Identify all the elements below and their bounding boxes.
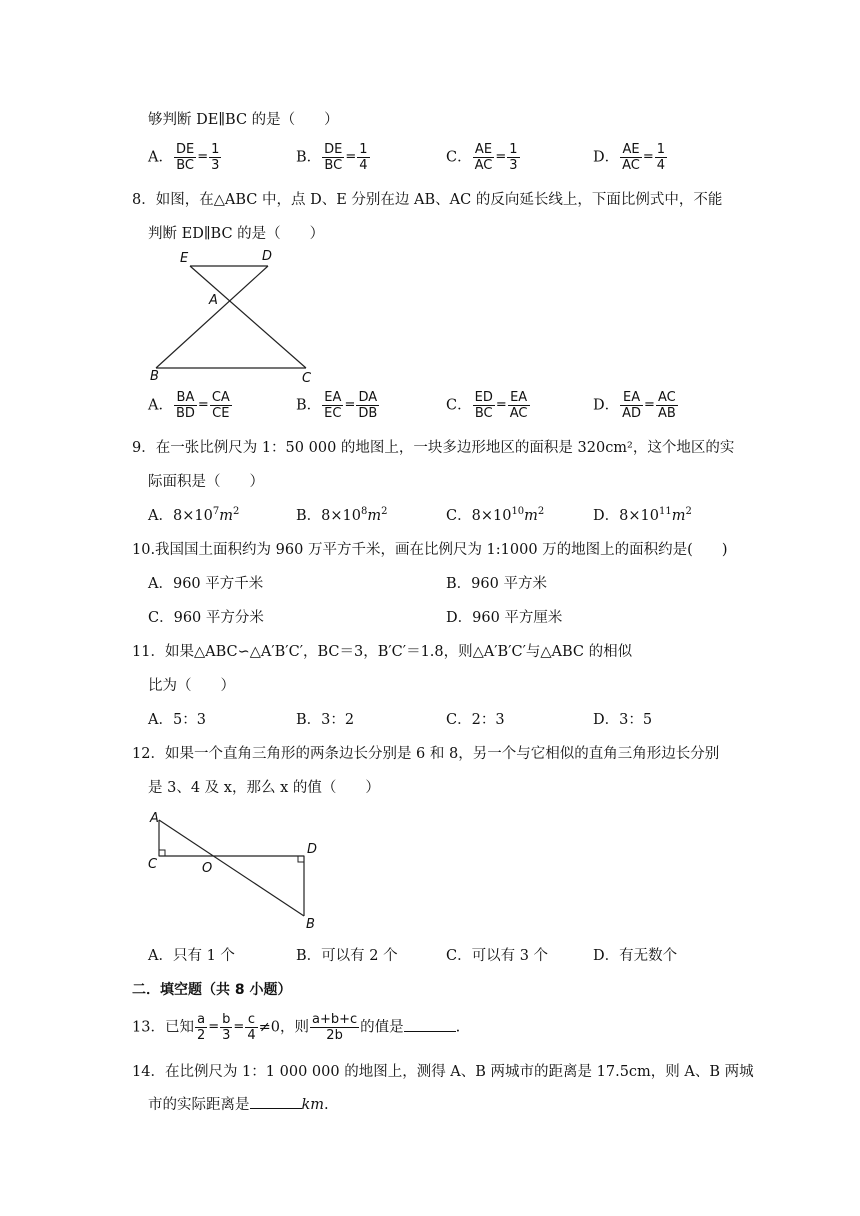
q7-option-c[interactable]: C． $\frac{AE}{AC}$ = $\frac{1}{3}$: [446, 142, 518, 173]
label-b: B: [306, 917, 315, 932]
q12-stem-line-1: 12．如果一个直角三角形的两条边长分别是 6 和 8，另一个与它相似的直角三角形边长分别: [132, 746, 720, 762]
q10-option-b[interactable]: B．960 平方米: [446, 576, 547, 592]
fraction: $\frac{EA}{AC}$: [509, 390, 528, 421]
fraction: $\frac{EA}{AD}$: [622, 390, 642, 421]
fraction: $\frac{a}{2}$: [196, 1012, 206, 1043]
label-b: B: [150, 369, 159, 384]
q13-stem: 13．已知 $\frac{a}{2}$ = $\frac{b}{3}$ = $\frac{c}{4}$ ≠0，则 $\frac{a+b+c}{2b}$ 的值是 .: [132, 1012, 461, 1043]
fraction: $\frac{c}{4}$: [247, 1012, 256, 1043]
right-angle-d-icon: [298, 856, 304, 862]
fraction: $\frac{DE}{BC}$: [175, 142, 195, 173]
q9-stem-line-1: 9．在一张比例尺为 1：50 000 的地图上，一块多边形地区的面积是 320cm²，这个地区的实: [132, 440, 735, 456]
fraction: $\frac{DE}{BC}$: [324, 142, 343, 173]
q12-option-d[interactable]: D．有无数个: [593, 948, 678, 964]
q14-stem-line-1: 14．在比例尺为 1：1 000 000 的地图上，测得 A、B 两城市的距离是 17.5cm，则 A、B 两城: [132, 1064, 754, 1080]
q7-option-a[interactable]: A． $\frac{DE}{BC}$ = $\frac{1}{3}$: [148, 142, 220, 173]
label-c: C: [302, 371, 312, 386]
fraction: $\frac{ED}{BC}$: [474, 390, 493, 421]
section-title: 二．填空题（共 8 小题）: [132, 982, 292, 998]
fraction: $\frac{AC}{AB}$: [657, 390, 676, 421]
q12-figure: [144, 808, 324, 932]
q12-option-a[interactable]: A．只有 1 个: [148, 948, 235, 964]
q11-option-c[interactable]: C．2：3: [446, 712, 505, 728]
segment-db: [156, 266, 268, 368]
q9-option-d[interactable]: D．$8\times 10^{11}m^2$: [593, 506, 692, 524]
q7-option-b[interactable]: B． $\frac{DE}{BC}$ = $\frac{1}{4}$: [296, 142, 368, 173]
fraction: $\frac{1}{3}$: [211, 142, 220, 173]
q7-option-d[interactable]: D． $\frac{AE}{AC}$ = $\frac{1}{4}$: [593, 142, 666, 173]
q8-figure: [146, 248, 314, 386]
q10-option-c[interactable]: C．960 平方分米: [148, 610, 264, 626]
q12-stem-line-2: 是 3、4 及 x，那么 x 的值（ ）: [148, 780, 380, 796]
q11-option-a[interactable]: A．5：3: [148, 712, 206, 728]
q10-option-d[interactable]: D．960 平方厘米: [446, 610, 563, 626]
q7-stem-tail: 够判断 DE∥BC 的是（ ）: [148, 112, 339, 128]
q9-stem-line-2: 际面积是（ ）: [148, 474, 264, 490]
answer-blank[interactable]: [404, 1017, 456, 1032]
fraction: $\frac{CA}{CE}$: [211, 390, 230, 421]
q9-option-c[interactable]: C．$8\times 10^{10}m^2$: [446, 506, 545, 524]
fraction: $\frac{EA}{EC}$: [324, 390, 342, 421]
fraction: $\frac{AE}{AC}$: [474, 142, 493, 173]
label-o: O: [202, 861, 213, 876]
fraction: $\frac{1}{4}$: [656, 142, 666, 173]
fraction: $\frac{a+b+c}{2b}$: [311, 1012, 358, 1043]
q8-option-a[interactable]: A． $\frac{BA}{BD}$ = $\frac{CA}{CE}$: [148, 390, 230, 421]
q9-option-a[interactable]: A．$8\times 10^7m^2$: [148, 506, 240, 524]
answer-blank[interactable]: [250, 1094, 302, 1109]
right-angle-c-icon: [159, 850, 165, 856]
label-d: D: [307, 842, 318, 857]
label-d: D: [262, 249, 273, 264]
label-c: C: [148, 857, 158, 872]
q9-option-b[interactable]: B．$8\times 10^8m^2$: [296, 506, 388, 524]
fraction: $\frac{1}{4}$: [359, 142, 368, 173]
label-a: A: [150, 811, 159, 826]
fraction: $\frac{b}{3}$: [222, 1012, 231, 1043]
q10-option-a[interactable]: A．960 平方千米: [148, 576, 264, 592]
q14-stem-line-2: 市的实际距离是 km.: [148, 1094, 329, 1115]
fraction: $\frac{DA}{DB}$: [358, 390, 378, 421]
q8-option-b[interactable]: B． $\frac{EA}{EC}$ = $\frac{DA}{DB}$: [296, 390, 378, 421]
q8-option-c[interactable]: C． $\frac{ED}{BC}$ = $\frac{EA}{AC}$: [446, 390, 528, 421]
segment-ec: [190, 266, 306, 368]
fraction: $\frac{1}{3}$: [509, 142, 518, 173]
fraction: $\frac{AE}{AC}$: [622, 142, 640, 173]
label-a: A: [209, 293, 218, 308]
segment-ab: [159, 820, 304, 916]
q12-option-c[interactable]: C．可以有 3 个: [446, 948, 549, 964]
fraction: $\frac{BA}{BD}$: [175, 390, 195, 421]
q11-option-d[interactable]: D．3：5: [593, 712, 653, 728]
q11-stem-line-2: 比为（ ）: [148, 678, 235, 694]
q11-stem-line-1: 11．如果△ABC∽△A′B′C′，BC＝3，B′C′＝1.8，则△A′B′C′与△ABC 的相似: [132, 644, 633, 660]
q8-stem-line-1: 8．如图，在△ABC 中，点 D、E 分别在边 AB、AC 的反向延长线上，下面比例式中，不能: [132, 192, 723, 208]
q8-stem-line-2: 判断 ED∥BC 的是（ ）: [148, 226, 325, 242]
q11-option-b[interactable]: B．3：2: [296, 712, 355, 728]
q12-option-b[interactable]: B．可以有 2 个: [296, 948, 398, 964]
q10-stem: 10.我国国土面积约为 960 万平方千米，画在比例尺为 1:1000 万的地图上的面积约是( ): [132, 542, 728, 558]
label-e: E: [180, 251, 189, 266]
q8-option-d[interactable]: D． $\frac{EA}{AD}$ = $\frac{AC}{AB}$: [593, 390, 676, 421]
